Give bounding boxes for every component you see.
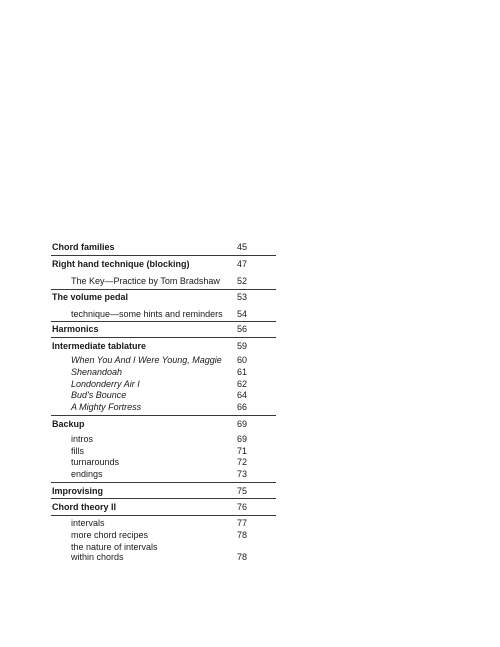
toc-page-number: 59 [237,341,248,351]
toc-section-chord-families [52,242,252,253]
toc-section-improvising [52,486,252,497]
toc-label: Improvising [52,486,104,496]
toc-section-right-hand-technique [52,259,252,270]
toc-page-number: 69 [237,419,248,429]
toc-page-number: 64 [237,390,248,400]
toc-subentry [71,469,252,480]
toc-label: Backup [52,419,85,429]
toc-page-number: 60 [237,355,248,365]
divider [51,515,276,516]
toc-label: endings [71,469,103,479]
toc-page-number: 78 [237,552,248,562]
toc-section-harmonics [52,324,252,335]
toc-section-backup [52,419,252,430]
divider [51,337,276,338]
toc-label: fills [71,446,84,456]
toc-section-chord-theory-ii [52,502,252,513]
toc-label: A Mighty Fortress [71,402,142,412]
toc-page-number: 72 [237,457,248,467]
divider [51,498,276,499]
toc-label: Right hand technique (blocking) [52,259,190,269]
toc-subentry [71,367,252,378]
toc-page-number: 73 [237,469,248,479]
toc-label: Shenandoah [71,367,123,377]
toc-label: the nature of intervals [71,542,158,552]
toc-subentry [71,309,252,320]
toc-page-number: 53 [237,292,248,302]
toc-label: turnarounds [71,457,120,467]
toc-page-number: 47 [237,259,248,269]
toc-page-number: 66 [237,402,248,412]
toc-subentry [71,379,252,390]
toc-subentry [71,446,252,457]
toc-label: Harmonics [52,324,99,334]
toc-label: The volume pedal [52,292,129,302]
divider [51,255,276,256]
toc-page-number: 69 [237,434,248,444]
toc-page-number: 56 [237,324,248,334]
toc-label: Londonderry Air I [71,379,140,389]
toc-section-intermediate-tablature [52,341,252,352]
toc-subentry [71,518,252,529]
divider [51,321,276,322]
divider [51,482,276,483]
toc-page-number: 76 [237,502,248,512]
toc-page-number: 61 [237,367,248,377]
toc-label: Intermediate tablature [52,341,147,351]
toc-subentry [71,390,252,401]
toc-subentry [71,457,252,468]
toc-subentry [71,276,252,287]
toc-page-number: 78 [237,530,248,540]
toc-page-number: 62 [237,379,248,389]
toc-label: Bud's Bounce [71,390,127,400]
toc-subentry [71,552,252,563]
toc-page-number: 71 [237,446,248,456]
toc-label: intervals [71,518,105,528]
toc-label: Chord theory II [52,502,117,512]
toc-section-volume-pedal [52,292,252,303]
divider [51,289,276,290]
divider [51,415,276,416]
toc-subentry [71,530,252,541]
toc-label: intros [71,434,94,444]
toc-label: The Key—Practice by Tom Bradshaw [71,276,220,286]
toc-page-number: 54 [237,309,248,319]
toc-label: within chords [71,552,124,562]
toc-subentry [71,402,252,413]
toc-page-number: 75 [237,486,248,496]
toc-page-number: 52 [237,276,248,286]
toc-page-number: 45 [237,242,248,252]
toc-label: When You And I Were Young, Maggie [71,355,222,365]
toc-subentry [71,355,252,366]
toc-label: Chord families [52,242,115,252]
toc-subentry [71,434,252,445]
toc-label: more chord recipes [71,530,149,540]
toc-label: technique—some hints and reminders [71,309,223,319]
toc-page-number: 77 [237,518,248,528]
